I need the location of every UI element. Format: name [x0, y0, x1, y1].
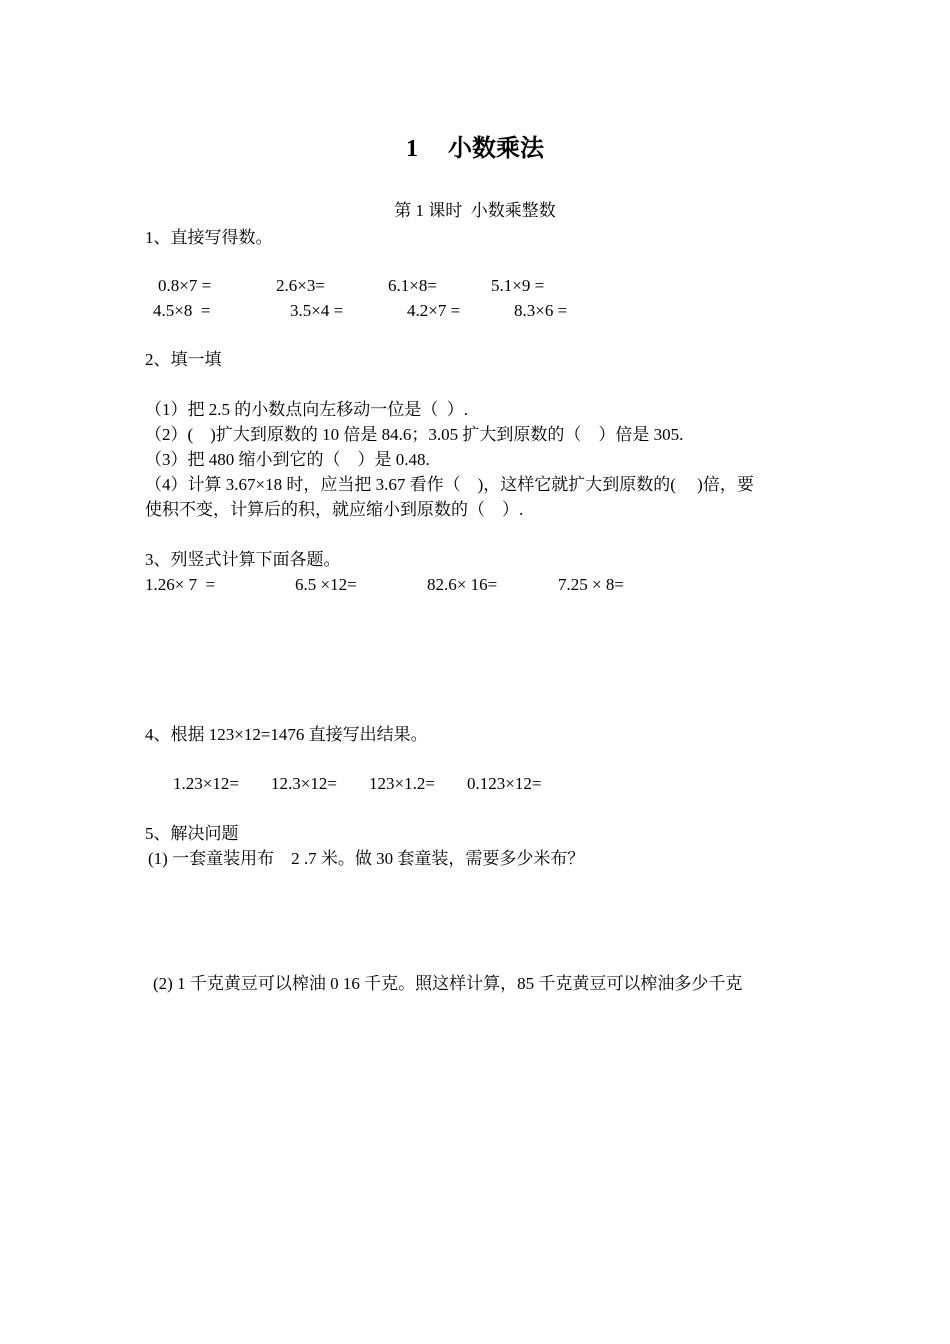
q4-expression: 1.23×12=	[173, 774, 239, 793]
q3-heading: 3、列竖式计算下面各题。	[145, 550, 341, 569]
q3-expression: 82.6× 16=	[427, 575, 498, 594]
q5-problem: (1) 一套童装用布 2 .7 米。做 30 套童装，需要多少米布？	[148, 849, 585, 868]
q2-item: （4）计算 3.67×18 时，应当把 3.67 看作（ )，这样它就扩大到原数的( )倍，要	[145, 475, 754, 494]
q2-item: （3）把 480 缩小到它的（ ）是 0.48.	[145, 450, 430, 469]
page-title: 1 小数乘法	[406, 136, 544, 162]
q4-heading: 4、根据 123×12=1476 直接写出结果。	[145, 725, 428, 744]
q5-heading: 5、解决问题	[145, 824, 239, 843]
q1-expression: 6.1×8=	[388, 276, 437, 295]
q1-expression: 4.5×8 =	[153, 301, 211, 320]
q1-expression: 5.1×9 =	[491, 276, 545, 295]
lesson-subtitle: 第 1 课时 小数乘整数	[394, 201, 556, 220]
q2-item: （2）( )扩大到原数的 10 倍是 84.6；3.05 扩大到原数的（ ）倍是 305.	[145, 425, 684, 444]
q2-item: 使积不变，计算后的积，就应缩小到原数的（ ）.	[145, 500, 524, 519]
q1-expression: 4.2×7 =	[407, 301, 461, 320]
q1-heading: 1、直接写得数。	[145, 228, 273, 247]
q4-expression: 123×1.2=	[369, 774, 435, 793]
q4-expression: 0.123×12=	[467, 774, 542, 793]
q3-expression: 6.5 ×12=	[295, 575, 357, 594]
q1-expression: 0.8×7 =	[158, 276, 212, 295]
q2-heading: 2、填一填	[145, 350, 222, 369]
q3-expression: 7.25 × 8=	[558, 575, 624, 594]
q4-expression: 12.3×12=	[271, 774, 337, 793]
q5-problem: (2) 1 千克黄豆可以榨油 0 16 千克。照这样计算，85 千克黄豆可以榨油多少千克	[153, 974, 743, 993]
q1-expression: 2.6×3=	[276, 276, 325, 295]
q1-expression: 8.3×6 =	[514, 301, 568, 320]
q2-item: （1）把 2.5 的小数点向左移动一位是（ ）.	[145, 400, 468, 419]
q3-expression: 1.26× 7 =	[145, 575, 216, 594]
q1-expression: 3.5×4 =	[290, 301, 344, 320]
